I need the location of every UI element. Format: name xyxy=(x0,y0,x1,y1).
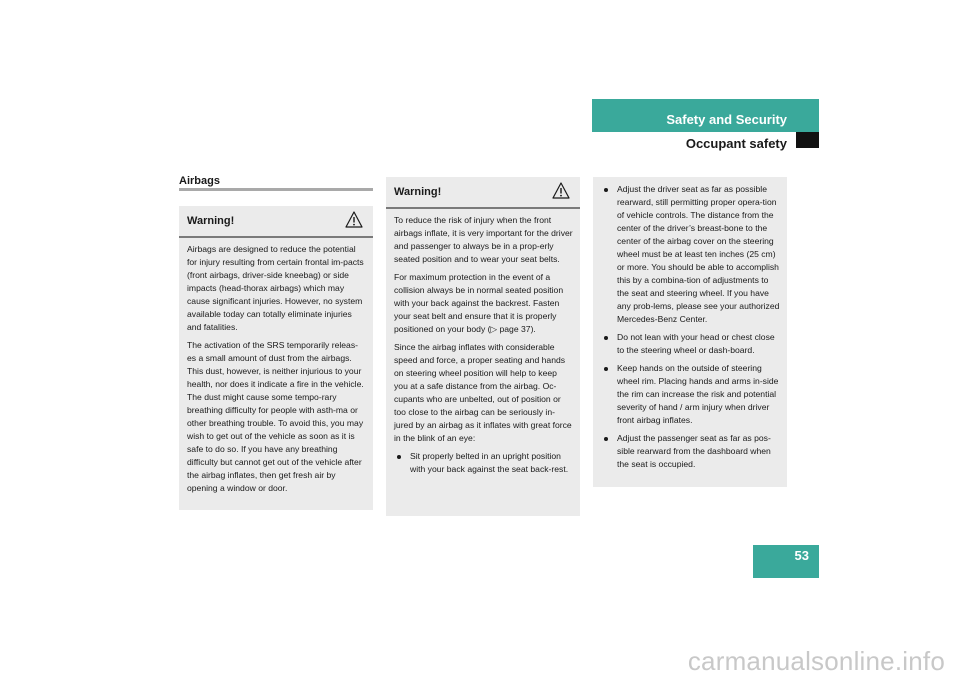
list-item: Adjust the driver seat as far as possible rearward, still permitting proper opera-tion of vehicle controls. The distance from the center of the driver’s breast-bone to the center of the airbag cover on the steering wheel must be at least ten inches (25 cm) or more. You should be able to accomplish this by a combina-tion of adjustments to the seat and steering wheel. If you have any prob-lems, please see your authorized Mercedes-Benz Center. xyxy=(601,183,780,326)
bullet-panel xyxy=(593,177,787,487)
warning-body xyxy=(179,238,373,495)
bullet-list xyxy=(601,183,780,471)
warning-label: Warning! xyxy=(394,186,442,198)
watermark: carmanualsonline.info xyxy=(687,646,945,676)
paragraph: For maximum protection in the event of a collision always be in normal seated position with your back against the backrest. Fasten your seat belt and ensure that it is properly positioned on your body (▷ page 37). xyxy=(394,272,564,334)
bullet-list xyxy=(394,450,573,476)
paragraph: To reduce the risk of injury when the front airbags inflate, it is very important for the driver and passenger to always be in a prop-erly seated position and to wear your seat belts. xyxy=(394,215,573,264)
warning-body xyxy=(386,209,580,476)
page-number: 53 xyxy=(794,548,809,563)
header-marker xyxy=(796,132,819,148)
warning-panel-2 xyxy=(386,177,580,516)
warning-header xyxy=(386,177,580,209)
paragraph: Since the airbag inflates with considerable speed and force, a proper seating and hands on steering wheel position will help to keep you at a safe distance from the airbag. Oc-cupants who are unbelted, out of position or too close to the airbag can be seriously in-jured by an airbag as it inflates with great force in the blink of an eye: xyxy=(394,342,572,443)
list-item: Keep hands on the outside of steering wheel rim. Placing hands and arms in-side the rim can increase the risk and potential severity of hand / arm injury when driver front airbag inflates. xyxy=(601,362,780,427)
paragraph: The activation of the SRS temporarily releas-es a small amount of dust from the airbags. This dust, however, is neither injurious to your health, nor does it indicate a fire in the vehicle. The dust might cause some tempo-rary breathing difficulty for people with asth-ma or other breathing trouble. To avoid this, you may wish to get out of the vehicle as soon as it is safe to do so. If you have any breathing difficulty but cannot get out of the vehicle after the airbag inflates, then get fresh air by opening a window or door. xyxy=(187,340,364,493)
list-item: Sit properly belted in an upright position with your back against the seat back-rest. xyxy=(394,450,573,476)
section-title: Airbags xyxy=(179,175,220,187)
warning-triangle-icon xyxy=(345,211,363,228)
subsection-header: Occupant safety xyxy=(685,136,787,151)
warning-triangle-icon xyxy=(552,182,570,199)
panel-body xyxy=(593,177,787,471)
list-item: Do not lean with your head or chest close to the steering wheel or dash-board. xyxy=(601,331,780,357)
warning-label: Warning! xyxy=(187,215,235,227)
warning-header xyxy=(179,206,373,238)
warning-panel-1 xyxy=(179,206,373,510)
title-rule xyxy=(179,188,373,191)
paragraph: Airbags are designed to reduce the potential for injury resulting from certain frontal im-pacts (front airbags, driver-side kneebag) or side impacts (head-thorax airbags) which may cause significant injuries. However, no system available today can totally eliminate injuries and fatalities. xyxy=(187,244,364,332)
list-item: Adjust the passenger seat as far as pos-sible rearward from the dashboard when the seat is occupied. xyxy=(601,432,780,471)
section-header: Safety and Security xyxy=(666,112,787,127)
